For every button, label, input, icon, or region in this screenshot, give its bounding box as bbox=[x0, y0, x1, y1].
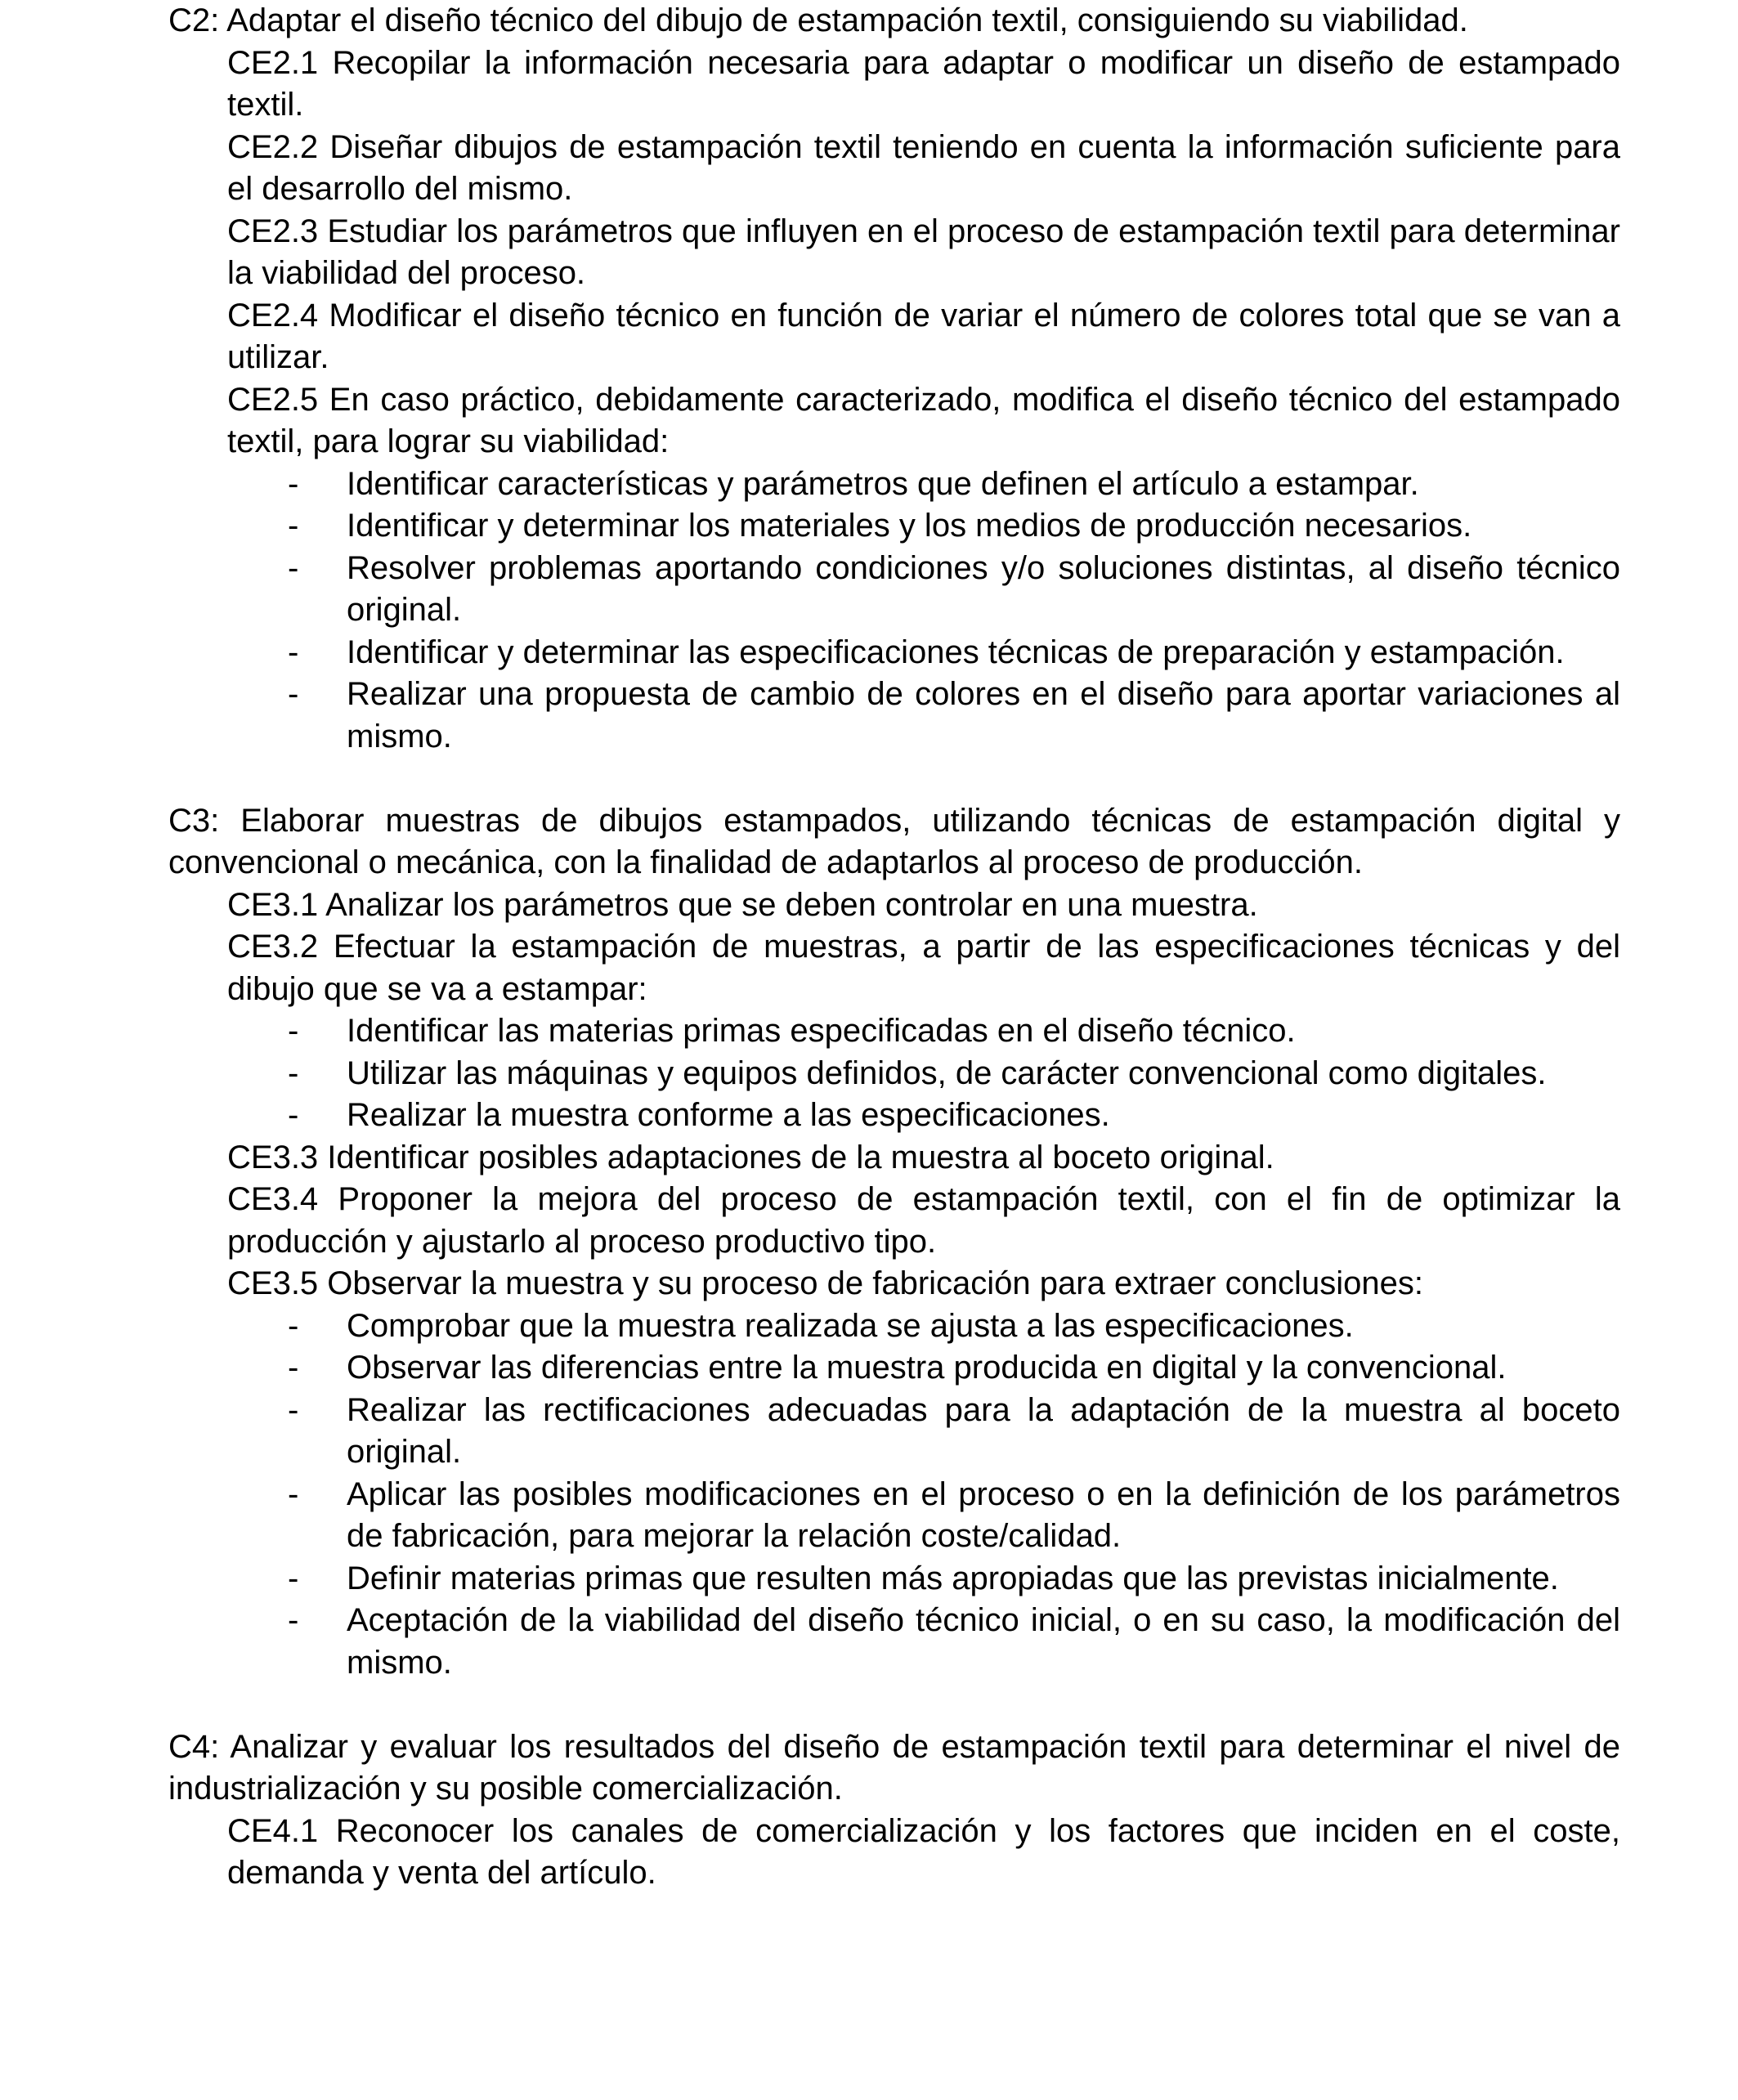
bullet-marker: - bbox=[288, 465, 299, 502]
list-item-text: Identificar y determinar las especificaciones técnicas de preparación y estampación. bbox=[347, 634, 1565, 670]
ce-item: CE2.5 En caso práctico, debidamente caracterizado, modifica el diseño técnico del estampado textil, para lograr su viabilidad: bbox=[227, 381, 1620, 459]
list-item-text: Observar las diferencias entre la muestra producida en digital y la convencional. bbox=[347, 1350, 1507, 1386]
bullet-marker: - bbox=[288, 1054, 299, 1091]
bullet-marker: - bbox=[288, 1097, 299, 1133]
list-item-text: Definir materias primas que resulten más apropiadas que las previstas inicialmente. bbox=[347, 1560, 1559, 1596]
ce-item: CE2.1 Recopilar la información necesaria para adaptar o modificar un diseño de estampado textil. bbox=[227, 44, 1620, 123]
ce-item: CE2.3 Estudiar los parámetros que influyen en el proceso de estampación textil para determinar la viabilidad del proceso. bbox=[227, 213, 1620, 291]
list-item bbox=[288, 1600, 1620, 1684]
list-item-text: Realizar una propuesta de cambio de colores en el diseño para aportar variaciones al mismo. bbox=[347, 676, 1620, 754]
list-item bbox=[288, 548, 1620, 632]
list-item-text: Resolver problemas aportando condiciones y/o soluciones distintas, al diseño técnico original. bbox=[347, 549, 1620, 628]
list-item bbox=[288, 632, 1620, 674]
list-item-text: Aceptación de la viabilidad del diseño técnico inicial, o en su caso, la modificación del mismo. bbox=[347, 1602, 1620, 1681]
list-item bbox=[288, 1053, 1620, 1095]
section-spacer bbox=[168, 1684, 1620, 1726]
ce-item: CE3.5 Observar la muestra y su proceso de fabricación para extraer conclusiones: bbox=[227, 1265, 1423, 1301]
ce-item: CE4.1 Reconocer los canales de comercialización y los factores que inciden en el coste, demanda y venta del artículo. bbox=[227, 1812, 1620, 1891]
list-item bbox=[288, 1390, 1620, 1474]
bullet-marker: - bbox=[288, 1475, 299, 1512]
list-item bbox=[288, 1095, 1620, 1137]
ce-item: CE3.4 Proponer la mejora del proceso de estampación textil, con el fin de optimizar la producción y ajustarlo al proceso productivo tipo. bbox=[227, 1181, 1620, 1260]
criterion-title: C2: Adaptar el diseño técnico del dibujo de estampación textil, consiguiendo su viabilidad. bbox=[168, 2, 1468, 38]
list-item-text: Comprobar que la muestra realizada se ajusta a las especificaciones. bbox=[347, 1307, 1354, 1344]
bullet-marker: - bbox=[288, 634, 299, 670]
list-item bbox=[288, 1305, 1620, 1348]
list-item-text: Utilizar las máquinas y equipos definidos, de carácter convencional como digitales. bbox=[347, 1054, 1547, 1091]
bullet-marker: - bbox=[288, 1350, 299, 1386]
list-item-text: Realizar la muestra conforme a las especificaciones. bbox=[347, 1097, 1110, 1133]
ce-item: CE3.1 Analizar los parámetros que se deben controlar en una muestra. bbox=[227, 886, 1258, 923]
list-item-text: Aplicar las posibles modificaciones en el proceso o en la definición de los parámetros de fabricación, para mejorar la relación coste/calidad. bbox=[347, 1475, 1620, 1554]
list-item-text: Identificar las materias primas especificadas en el diseño técnico. bbox=[347, 1013, 1296, 1049]
bullet-marker: - bbox=[288, 549, 299, 586]
bullet-marker: - bbox=[288, 1391, 299, 1428]
bullet-marker: - bbox=[288, 508, 299, 544]
list-item bbox=[288, 463, 1620, 506]
ce-item: CE3.3 Identificar posibles adaptaciones de la muestra al boceto original. bbox=[227, 1139, 1274, 1175]
section-c2 bbox=[168, 0, 1620, 758]
list-item-text: Realizar las rectificaciones adecuadas para la adaptación de la muestra al boceto original. bbox=[347, 1391, 1620, 1470]
bullet-list bbox=[168, 1010, 1620, 1137]
ce-item: CE2.2 Diseñar dibujos de estampación textil teniendo en cuenta la información suficiente para el desarrollo del mismo. bbox=[227, 128, 1620, 207]
list-item bbox=[288, 1558, 1620, 1601]
section-c3 bbox=[168, 800, 1620, 1685]
bullet-marker: - bbox=[288, 676, 299, 712]
criterion-title: C4: Analizar y evaluar los resultados del diseño de estampación textil para determinar el nivel de industrialización y su posible comercialización. bbox=[168, 1728, 1620, 1807]
list-item bbox=[288, 1474, 1620, 1558]
section-c4 bbox=[168, 1726, 1620, 1895]
list-item bbox=[288, 1347, 1620, 1390]
list-item bbox=[288, 674, 1620, 758]
bullet-list bbox=[168, 1305, 1620, 1685]
list-item bbox=[288, 505, 1620, 548]
section-spacer bbox=[168, 758, 1620, 800]
bullet-marker: - bbox=[288, 1307, 299, 1344]
ce-item: CE3.2 Efectuar la estampación de muestras, a partir de las especificaciones técnicas y del dibujo que se va a estampar: bbox=[227, 929, 1620, 1007]
list-item bbox=[288, 1010, 1620, 1053]
bullet-marker: - bbox=[288, 1602, 299, 1638]
ce-item: CE2.4 Modificar el diseño técnico en función de variar el número de colores total que se van a utilizar. bbox=[227, 297, 1620, 375]
bullet-marker: - bbox=[288, 1013, 299, 1049]
criterion-title: C3: Elaborar muestras de dibujos estampados, utilizando técnicas de estampación digital y convencional o mecánica, con la finalidad de adaptarlos al proceso de producción. bbox=[168, 802, 1620, 880]
document-page bbox=[168, 0, 1620, 1895]
list-item-text: Identificar características y parámetros que definen el artículo a estampar. bbox=[347, 465, 1419, 502]
list-item-text: Identificar y determinar los materiales y los medios de producción necesarios. bbox=[347, 508, 1472, 544]
bullet-marker: - bbox=[288, 1560, 299, 1596]
bullet-list bbox=[168, 463, 1620, 759]
